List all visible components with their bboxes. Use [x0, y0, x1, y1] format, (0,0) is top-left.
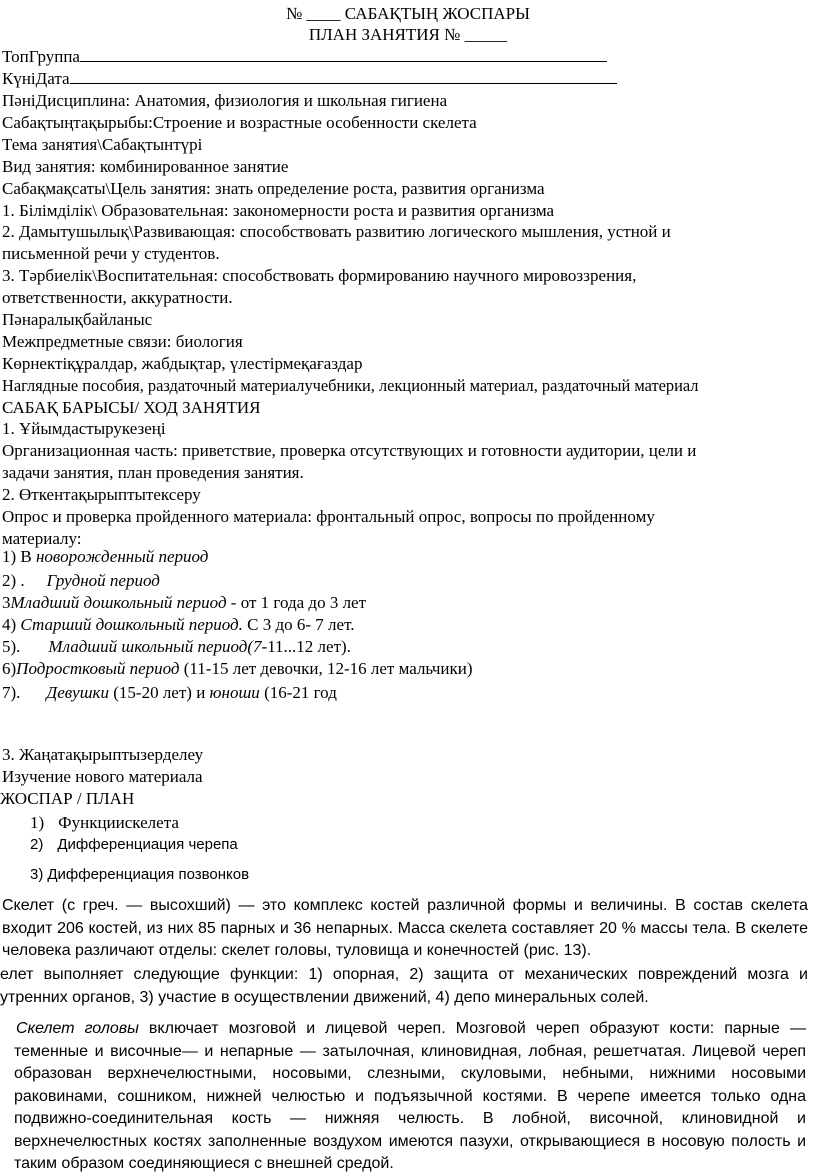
stage2-text-cont: материалу:	[2, 529, 82, 548]
skull-lead: Скелет головы	[16, 1020, 139, 1037]
group-blank	[80, 46, 607, 62]
period-num: 5).	[2, 637, 21, 656]
period-age: -11...12 лет).	[261, 637, 351, 656]
period-item	[2, 636, 351, 657]
period-name: Подростковый период	[16, 659, 180, 678]
plan-item-num: 2)	[30, 836, 44, 853]
links-kz: Пәнаралықбайланыс	[2, 310, 153, 329]
period-age: (11-15 лет девочки, 12-16 лет мальчики)	[179, 659, 473, 678]
date-field	[2, 68, 617, 89]
stage3-subtitle: Изучение нового материала	[2, 767, 203, 786]
period-num: 4)	[2, 615, 21, 634]
goal-developing-cont: письменной речи у студентов.	[2, 244, 220, 263]
period-item	[2, 546, 208, 567]
period-name: Грудной период	[46, 571, 160, 590]
skull-text: включает мозговой и лицевой череп. Мозговой череп образуют кости: парные — теменные и височные— и непарные — затылочная, клиновидная, лобная, решетчатая. Лицевой череп образован верхнечелюстными, носовыми, слезными, скуловыми, небными, нижними носовыми раковинами, сошником, нижней челюстью и подъязычной костями. В черепе имеется только одна подвижно-соединительная кость — нижняя челюсть. В лобной, височной, клиновидной и верхнечелюстных костях заполненные воздухом имеются пазухи, открывающиеся в носовую полость и таким образом соединяющиеся с внешней средой.	[14, 1020, 806, 1172]
date-blank	[70, 68, 617, 84]
group-field	[2, 46, 607, 67]
goal-educational: 1. Білімділік\ Образовательная: закономерности роста и развития организма	[2, 201, 555, 220]
period-item	[2, 682, 337, 703]
skull-paragraph	[14, 1018, 806, 1176]
period-age: С 3 до 6- 7 лет.	[242, 615, 355, 634]
links-ru: Межпредметные связи: биология	[2, 332, 243, 351]
stage2-text: Опрос и проверка пройденного материала: фронтальный опрос, вопросы по пройденному	[2, 507, 655, 526]
period-item	[2, 570, 160, 591]
plan-item	[30, 834, 238, 855]
course-heading: САБАҚ БАРЫСЫ/ ХОД ЗАНЯТИЯ	[2, 398, 261, 417]
period-num: 6)	[2, 659, 17, 678]
period-age: (16-21 год	[259, 683, 337, 702]
period-num: 1) В	[2, 547, 36, 566]
group-label: ТопГруппа	[2, 47, 80, 66]
stage1-text: Организационная часть: приветствие, проверка отсутствующих и готовности аудитории, цели и	[2, 441, 697, 460]
goal-developing: 2. Дамытушылық\Развивающая: способствовать развитию логического мышления, устной и	[2, 222, 671, 241]
period-age: - от 1 года до 3 лет	[226, 593, 367, 612]
aids-ru: Наглядные пособия, раздаточный материалучебники, лекционный материал, раздаточный материал	[2, 376, 699, 395]
plan-item-num: 3)	[30, 866, 44, 883]
stage1-text-cont: задачи занятия, план проведения занятия.	[2, 463, 304, 482]
period-name: юноши	[209, 683, 260, 702]
lesson-type: Вид занятия: комбинированное занятие	[2, 157, 289, 176]
period-age: (15-20 лет) и	[109, 683, 210, 702]
plan-item	[30, 812, 179, 833]
stage3-title: 3. Жаңатақырыптызерделеу	[2, 745, 204, 764]
aids-kz: Көрнектіқұралдар, жабдықтар, үлестірмеқағаздар	[2, 354, 363, 373]
period-item	[2, 658, 473, 679]
discipline: ПәніДисциплина: Анатомия, физиология и школьная гигиена	[2, 91, 448, 110]
period-item	[2, 614, 355, 635]
topic: Сабақтыңтақырыбы:Строение и возрастные особенности скелета	[2, 113, 477, 132]
lesson-goal: Сабақмақсаты\Цель занятия: знать определение роста, развития организма	[2, 179, 545, 198]
period-num: 7).	[2, 683, 21, 702]
period-name: Младший школьный период(7	[48, 637, 262, 656]
period-name: новорожденный период	[36, 547, 209, 566]
plan-item-text: Дифференциация черепа	[57, 836, 238, 853]
stage2-title: 2. Өткентақырыптытексеру	[2, 485, 201, 504]
plan-item-num: 1)	[30, 813, 45, 832]
stage1-title: 1. Ұйымдастырукезеңі	[2, 419, 166, 438]
skeleton-definition-paragraph: Скелет (с греч. — высохший) — это комплекс костей различной формы и величины. В состав скелета входит 206 костей, из них 85 парных и 36 непарных. Масса скелета составляет 20 % массы тела. В скелете человека различают отделы: скелет головы, туловища и конечностей (рис. 13).	[2, 897, 808, 959]
lesson-type-label: Тема занятия\Сабақтынтүрі	[2, 135, 203, 154]
goal-upbringing: 3. Тәрбиелік\Воспитательная: способствовать формированию научного мировоззрения,	[2, 266, 637, 285]
title-kz: № ____ САБАҚТЫҢ ЖОСПАРЫ	[286, 4, 530, 23]
period-name: Старший дошкольный период.	[20, 615, 243, 634]
plan-heading: ЖОСПАР / ПЛАН	[0, 789, 135, 808]
title-ru: ПЛАН ЗАНЯТИЯ № _____	[308, 25, 508, 44]
plan-item-text: Дифференциация позвонков	[47, 866, 250, 883]
plan-item	[30, 864, 249, 885]
date-label: КүніДата	[2, 69, 70, 88]
goal-upbringing-cont: ответственности, аккуратности.	[2, 288, 233, 307]
period-name: Девушки	[46, 683, 109, 702]
period-num: 3	[2, 593, 11, 612]
period-name: Младший дошкольный период	[10, 593, 227, 612]
skeleton-functions-paragraph: елет выполняет следующие функции: 1) опорная, 2) защита от механических повреждений мозга и утренних органов, 3) участие в осуществлении движений, 4) депо минеральных солей.	[0, 966, 808, 1006]
period-num: 2) .	[2, 571, 25, 590]
period-item	[2, 592, 366, 613]
plan-item-text: Функциискелета	[58, 813, 179, 832]
